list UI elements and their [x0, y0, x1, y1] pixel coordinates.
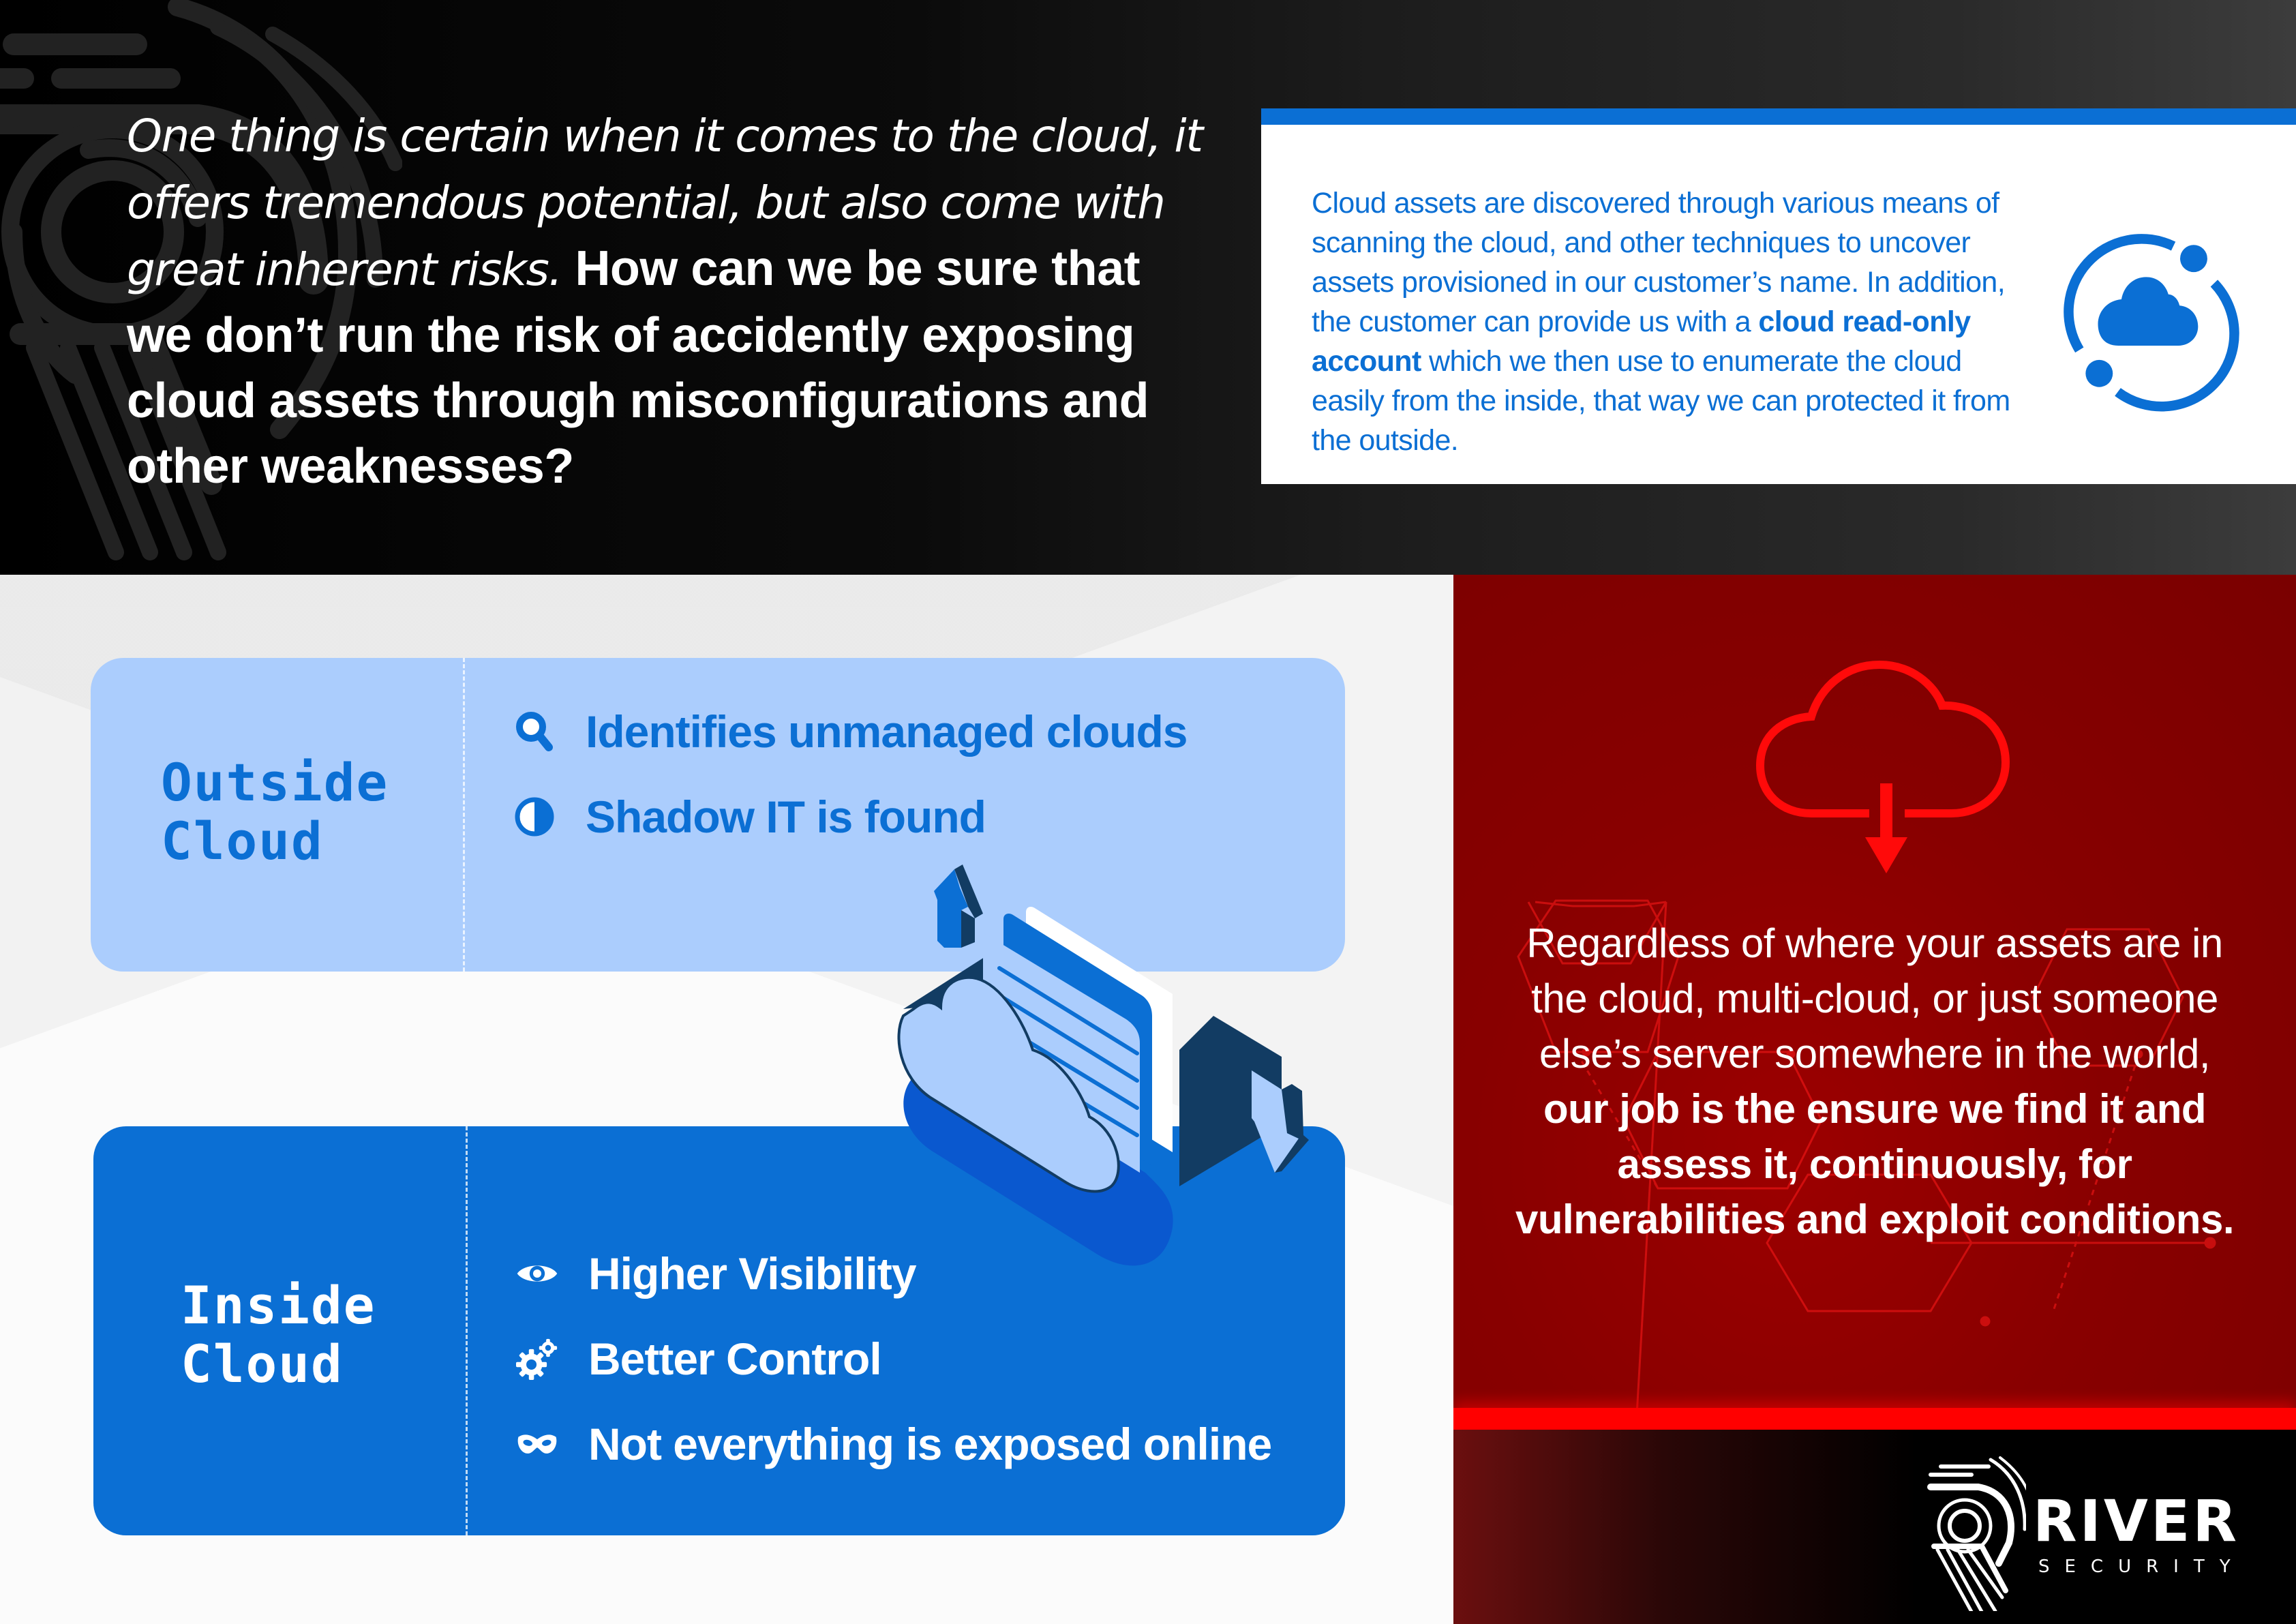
feature-higher-visibility	[516, 1248, 916, 1299]
red-panel-message	[1494, 916, 2255, 1247]
outside-cloud-title-line2: Cloud	[161, 811, 324, 871]
cloud-orbit-icon	[2049, 220, 2246, 418]
river-security-logo	[1924, 1454, 2292, 1618]
intro-section	[0, 0, 2296, 575]
info-text-before: Cloud assets are discovered through various means of scanning the cloud, and other techniques to uncover assets provisioned in our customer’s name. In addition, the customer can provide us with a	[1312, 187, 2006, 338]
cloud-comparison-section	[0, 575, 1453, 1624]
info-text-bold: cloud read-only account	[1312, 305, 1971, 378]
dashed-divider	[466, 1126, 468, 1535]
red-message-panel	[1453, 575, 2296, 1624]
feature-not-exposed-online	[516, 1418, 1271, 1470]
half-circle-contrast-icon	[513, 796, 556, 838]
mask-icon	[516, 1423, 558, 1465]
feature-label: Not everything is exposed online	[588, 1419, 1272, 1469]
inside-cloud-title	[181, 1276, 376, 1394]
info-card-text	[1312, 183, 2027, 460]
fingerprint-r-logo-icon	[1924, 1454, 2026, 1611]
cloud-document-illustration	[873, 845, 1350, 1268]
dashed-divider	[463, 658, 465, 972]
gears-icon	[516, 1338, 558, 1380]
red-panel-regular-text: Regardless of where your assets are in the cloud, multi-cloud, or just someone else’s server somewhere in the world,	[1526, 920, 2223, 1077]
feature-identifies-unmanaged-clouds	[513, 706, 1187, 757]
feature-label: Higher Visibility	[588, 1248, 916, 1299]
feature-label: Identifies unmanaged clouds	[586, 706, 1188, 757]
feature-better-control	[516, 1333, 881, 1385]
red-accent-stripe	[1453, 1408, 2296, 1430]
feature-label: Shadow IT is found	[586, 792, 986, 842]
inside-cloud-title-line1: Inside	[181, 1275, 376, 1336]
feature-label: Better Control	[588, 1334, 881, 1384]
inside-cloud-title-line2: Cloud	[181, 1334, 344, 1394]
brand-name: RIVER	[2033, 1488, 2240, 1554]
intro-paragraph	[127, 102, 1218, 499]
outside-cloud-title	[161, 753, 389, 871]
search-icon	[513, 710, 556, 753]
red-panel-bold-text: our job is the ensure we find it and assess it, continuously, for vulnerabilities and exploit conditions.	[1515, 1086, 2234, 1242]
intro-question-text: How can we be sure that we don’t run the risk of accidently exposing cloud assets through misconfigurations and other weaknesses?	[127, 241, 1149, 494]
info-card	[1261, 108, 2296, 484]
info-text-after: which we then use to enumerate the cloud easily from the inside, that way we can protected it from the outside.	[1312, 345, 2010, 457]
cloud-download-icon	[1747, 657, 2033, 882]
eye-icon	[516, 1252, 558, 1295]
feature-shadow-it-found	[513, 791, 986, 843]
intro-lead-text: One thing is certain when it comes to the cloud, it offers tremendous potential, but also come with great inherent risks.	[127, 110, 1203, 296]
brand-tagline: SECURITY	[2038, 1557, 2246, 1577]
outside-cloud-title-line1: Outside	[161, 752, 389, 813]
